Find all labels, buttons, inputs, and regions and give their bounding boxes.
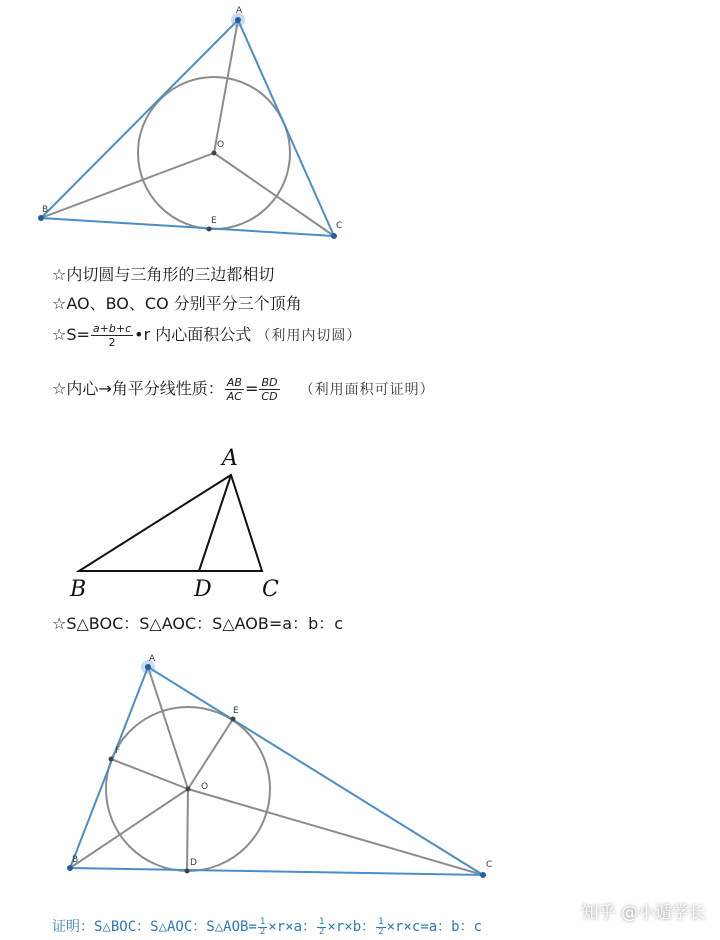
label-b: B bbox=[72, 855, 79, 865]
segment-ad bbox=[199, 475, 231, 571]
point-a bbox=[235, 17, 241, 23]
fraction-numerator: 1 bbox=[378, 916, 384, 927]
half-fraction-2 bbox=[317, 918, 326, 937]
fraction-denominator: AC bbox=[226, 390, 242, 403]
label-d: D bbox=[194, 577, 212, 600]
radius-od bbox=[187, 789, 188, 871]
proof-term-2: ×r×b： bbox=[327, 919, 376, 935]
point-a bbox=[145, 664, 151, 670]
bullet-line-2: ☆AO、BO、CO 分别平分三个顶角 bbox=[52, 294, 302, 313]
label-c: C bbox=[336, 221, 343, 231]
fraction-numerator: AB bbox=[225, 376, 244, 390]
point-c bbox=[480, 872, 486, 878]
label-f: F bbox=[115, 746, 121, 756]
point-f bbox=[109, 757, 114, 762]
fraction-numerator: a+b+c bbox=[92, 322, 132, 335]
point-b bbox=[38, 215, 44, 221]
proof-term-1: ×r×a： bbox=[268, 919, 316, 935]
label-e: E bbox=[211, 216, 217, 226]
bisector-property-note: （利用面积可证明） bbox=[299, 382, 435, 398]
ratio-equals: = bbox=[244, 379, 259, 398]
label-b: B bbox=[70, 577, 87, 600]
fraction-denominator: 2 bbox=[378, 926, 384, 937]
bisector-bo bbox=[70, 789, 188, 868]
half-fraction-1 bbox=[258, 918, 267, 937]
radius-of bbox=[111, 759, 188, 789]
bullet-line-3 bbox=[52, 322, 361, 349]
area-formula-fraction bbox=[91, 322, 133, 349]
radius-oe bbox=[188, 719, 233, 789]
bullet-line-4 bbox=[52, 376, 435, 403]
bullet-line-1: ☆内切圆与三角形的三边都相切 bbox=[52, 265, 275, 284]
area-formula-prefix: ☆S= bbox=[52, 325, 90, 344]
label-d: D bbox=[190, 858, 197, 868]
label-a: A bbox=[149, 654, 156, 664]
bisector-property-prefix: ☆内心→角平分线性质： bbox=[52, 379, 224, 398]
point-d bbox=[185, 869, 190, 874]
proof-prefix: 证明：S△BOC：S△AOC：S△AOB= bbox=[52, 919, 257, 935]
triangle-abc bbox=[41, 20, 334, 236]
point-o bbox=[186, 787, 191, 792]
point-e bbox=[207, 227, 212, 232]
fraction-numerator: BD bbox=[259, 376, 279, 390]
label-e: E bbox=[233, 706, 239, 716]
bisector-bo bbox=[41, 153, 214, 218]
bisector-ao bbox=[148, 667, 188, 789]
label-o: O bbox=[217, 140, 225, 150]
point-b bbox=[67, 865, 73, 871]
proof-term-3: ×r×c=a：b：c bbox=[386, 919, 482, 935]
fraction-numerator: 1 bbox=[319, 916, 325, 927]
triangle-abc-3 bbox=[70, 667, 483, 875]
bisector-co bbox=[188, 789, 483, 875]
ratio-fraction-2 bbox=[259, 376, 279, 403]
point-e bbox=[231, 717, 236, 722]
label-c: C bbox=[486, 860, 493, 870]
area-ratio-line: ☆S△BOC：S△AOC：S△AOB=a：b：c bbox=[52, 614, 344, 633]
triangle-abc-2 bbox=[79, 475, 262, 571]
label-a: A bbox=[222, 446, 238, 471]
fraction-denominator: 2 bbox=[259, 926, 266, 937]
label-a: A bbox=[236, 6, 243, 16]
label-c: C bbox=[262, 577, 279, 600]
fraction-denominator: CD bbox=[261, 390, 278, 403]
proof-line bbox=[52, 916, 482, 937]
figure-incircle-2 bbox=[0, 650, 720, 890]
point-c bbox=[331, 233, 337, 239]
fraction-numerator: 1 bbox=[259, 916, 266, 927]
watermark: 知乎 @小遁学长 bbox=[581, 903, 706, 923]
figure-bisector-triangle bbox=[0, 440, 720, 600]
point-o bbox=[212, 151, 217, 156]
fraction-denominator: 2 bbox=[319, 926, 325, 937]
area-formula-note: （利用内切圆） bbox=[256, 328, 362, 344]
area-formula-suffix: •r 内心面积公式 bbox=[134, 325, 252, 344]
label-b: B bbox=[42, 205, 49, 215]
fraction-denominator: 2 bbox=[108, 336, 116, 349]
ratio-fraction-1 bbox=[225, 376, 244, 403]
label-o: O bbox=[201, 782, 209, 792]
half-fraction-3 bbox=[376, 918, 385, 937]
figure-incircle-1 bbox=[0, 0, 720, 250]
